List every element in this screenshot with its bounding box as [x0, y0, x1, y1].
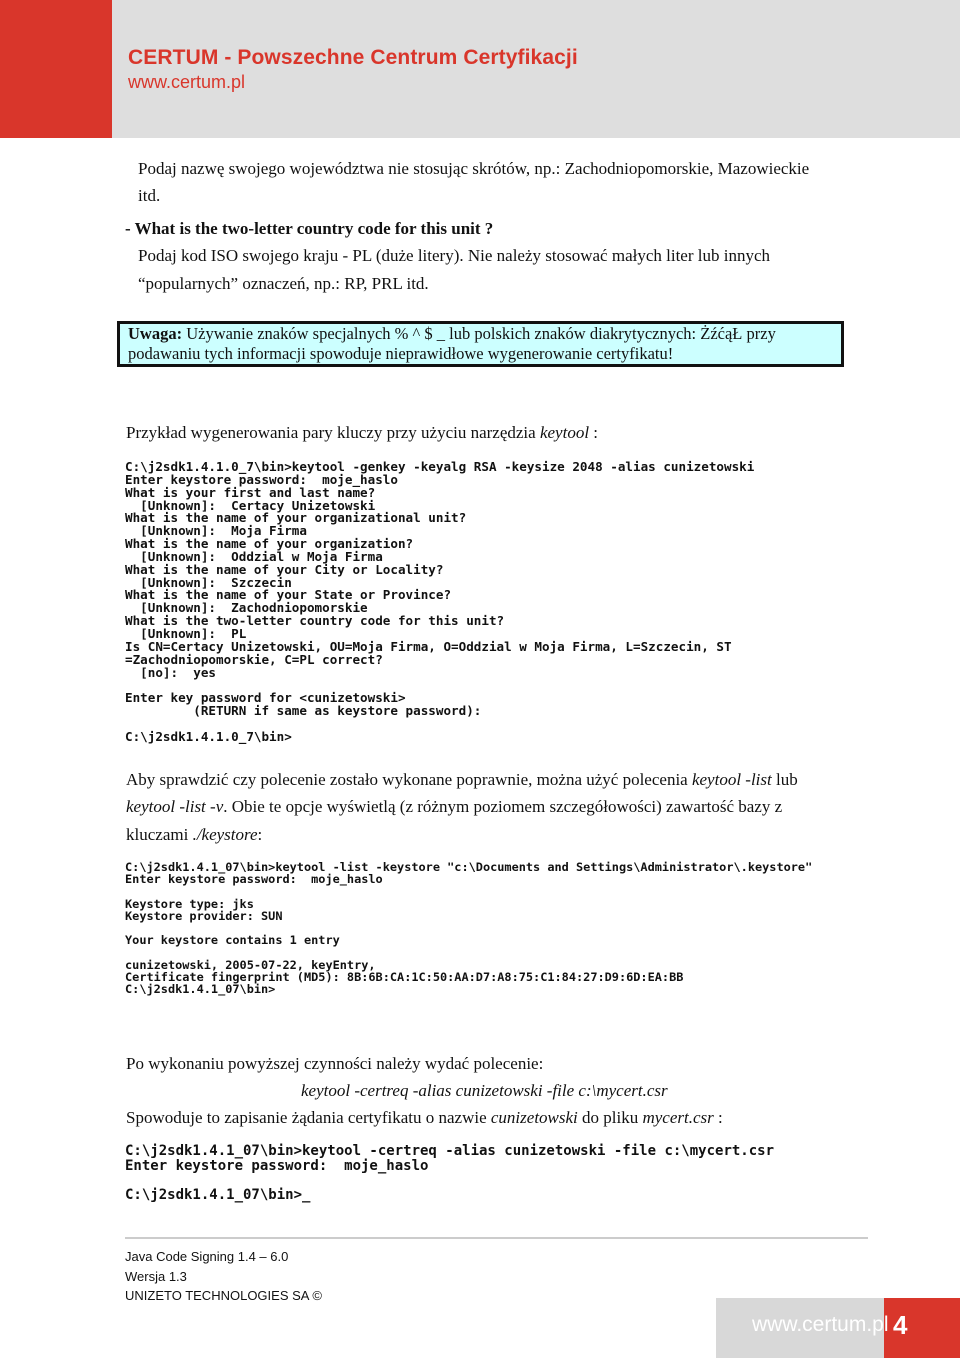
verify-text1: Aby sprawdzić czy polecenie zostało wykonane poprawnie, można użyć polecenia: [126, 770, 692, 789]
warning-line2: podawaniu tych informacji spowoduje nieprawidłowe wygenerowanie certyfikatu!: [128, 344, 674, 363]
after-alias: cunizetowski: [490, 1108, 578, 1127]
verify-line1: [126, 766, 798, 793]
footer-divider: [125, 1237, 868, 1239]
verify-line3: [126, 821, 262, 848]
console-list-output: C:\j2sdk1.4.1_07\bin>keytool -list -keystore "c:\Documents and Settings\Administrator\.keystore" Enter keystore password: moje_haslo Keystore type: jks Keystore provider: SUN Your keystore contains 1 entry cunizetowski, 2005-07-22, keyEntry, Certificate fingerprint (MD5): 8B:6B:CA:1C:50:AA:D7:A8:75:C1:84:27:D9:6D:EA:BB C:\j2sdk1.4.1_07\bin>: [125, 860, 813, 997]
certreq-command: [301, 1077, 668, 1104]
verify-cmd-list: keytool -list: [691, 770, 772, 789]
header-red-bar: [0, 0, 112, 138]
certreq-command-text: keytool -certreq -alias cunizetowski -file c:\mycert.csr: [301, 1081, 668, 1100]
verify-text1b: lub: [771, 770, 798, 789]
warning-line1: [128, 324, 841, 344]
verify-text2: . Obie te opcje wyświetlą (z różnym poziomem szczegółowości) zawartość bazy z: [223, 797, 783, 816]
country-question: - What is the two-letter country code for this unit ?: [125, 219, 494, 238]
example-suffix: :: [589, 423, 599, 442]
page-number: 4: [893, 1310, 908, 1340]
verify-text3: kluczami: [126, 825, 193, 844]
footer-version: Wersja 1.3: [125, 1269, 187, 1284]
brand-title: CERTUM - Powszechne Centrum Certyfikacji: [128, 46, 578, 69]
example-heading: [126, 419, 598, 446]
country-instruction-line2: “popularnych” oznaczeń, np.: RP, PRL itd.: [138, 274, 429, 293]
example-tool: keytool: [539, 423, 590, 442]
after-text3a: Spowoduje to zapisanie żądania certyfikatu o nazwie: [126, 1108, 491, 1127]
verify-cmd-list-v: keytool -list -v: [126, 797, 224, 816]
state-instruction-line1: Podaj nazwę swojego województwa nie stosując skrótów, np.: Zachodniopomorskie, Mazowieckie: [138, 159, 810, 178]
brand-url: www.certum.pl: [128, 72, 246, 92]
warning-label: Uwaga:: [128, 324, 183, 343]
footer-url: www.certum.pl: [752, 1313, 889, 1336]
after-file: mycert.csr: [642, 1108, 714, 1127]
footer-company: UNIZETO TECHNOLOGIES SA ©: [125, 1288, 322, 1303]
after-line1: Po wykonaniu powyższej czynności należy wydać polecenie:: [126, 1054, 544, 1073]
verify-text3b: :: [257, 825, 263, 844]
after-text3c: :: [713, 1108, 723, 1127]
console-genkey-output: C:\j2sdk1.4.1.0_7\bin>keytool -genkey -keyalg RSA -keysize 2048 -alias cunizetowski Enter keystore password: moje_haslo What is your first and last name? [Unknown]: Certacy Unizetowski What is the name of your organizational unit? [Unknown]: Moja Firma What is the name of your organization? [Unknown]: Oddzial w Moja Firma What is the name of your City or Locality? [Unknown]: Szczecin What is the name of your State or Province? [Unknown]: Zachodniopomorskie What is the two-letter country code for this unit? [Unknown]: PL Is CN=Certacy Unizetowski, OU=Moja Firma, O=Oddzial w Moja Firma, L=Szczecin, ST =Zachodniopomorskie, C=PL correct? [no]: yes Enter key password for <cunizetowski> (RETURN if same as keystore password): C:\j2sdk1.4.1.0_7\bin>: [125, 459, 755, 744]
verify-keystore-path: ./keystore: [192, 825, 258, 844]
console-certreq-output: C:\j2sdk1.4.1_07\bin>keytool -certreq -alias cunizetowski -file c:\mycert.csr Enter keystore password: moje_haslo C:\j2sdk1.4.1_07\bin>_: [125, 1143, 775, 1203]
state-instruction-line2: itd.: [138, 186, 161, 205]
warning-box: [117, 321, 844, 367]
country-instruction-line1: Podaj kod ISO swojego kraju - PL (duże litery). Nie należy stosować małych liter lub innych: [138, 246, 770, 265]
after-text3b: do pliku: [577, 1108, 643, 1127]
warning-text1: Używanie znaków specjalnych % ^ $ _ lub polskich znaków diakrytycznych: ŻźćąŁ przy: [182, 324, 776, 343]
example-prefix: Przykład wygenerowania pary kluczy przy użyciu narzędzia: [126, 423, 540, 442]
after-line3: [126, 1104, 723, 1131]
verify-line2: [126, 793, 782, 820]
footer-doc-title: Java Code Signing 1.4 – 6.0: [125, 1249, 289, 1264]
